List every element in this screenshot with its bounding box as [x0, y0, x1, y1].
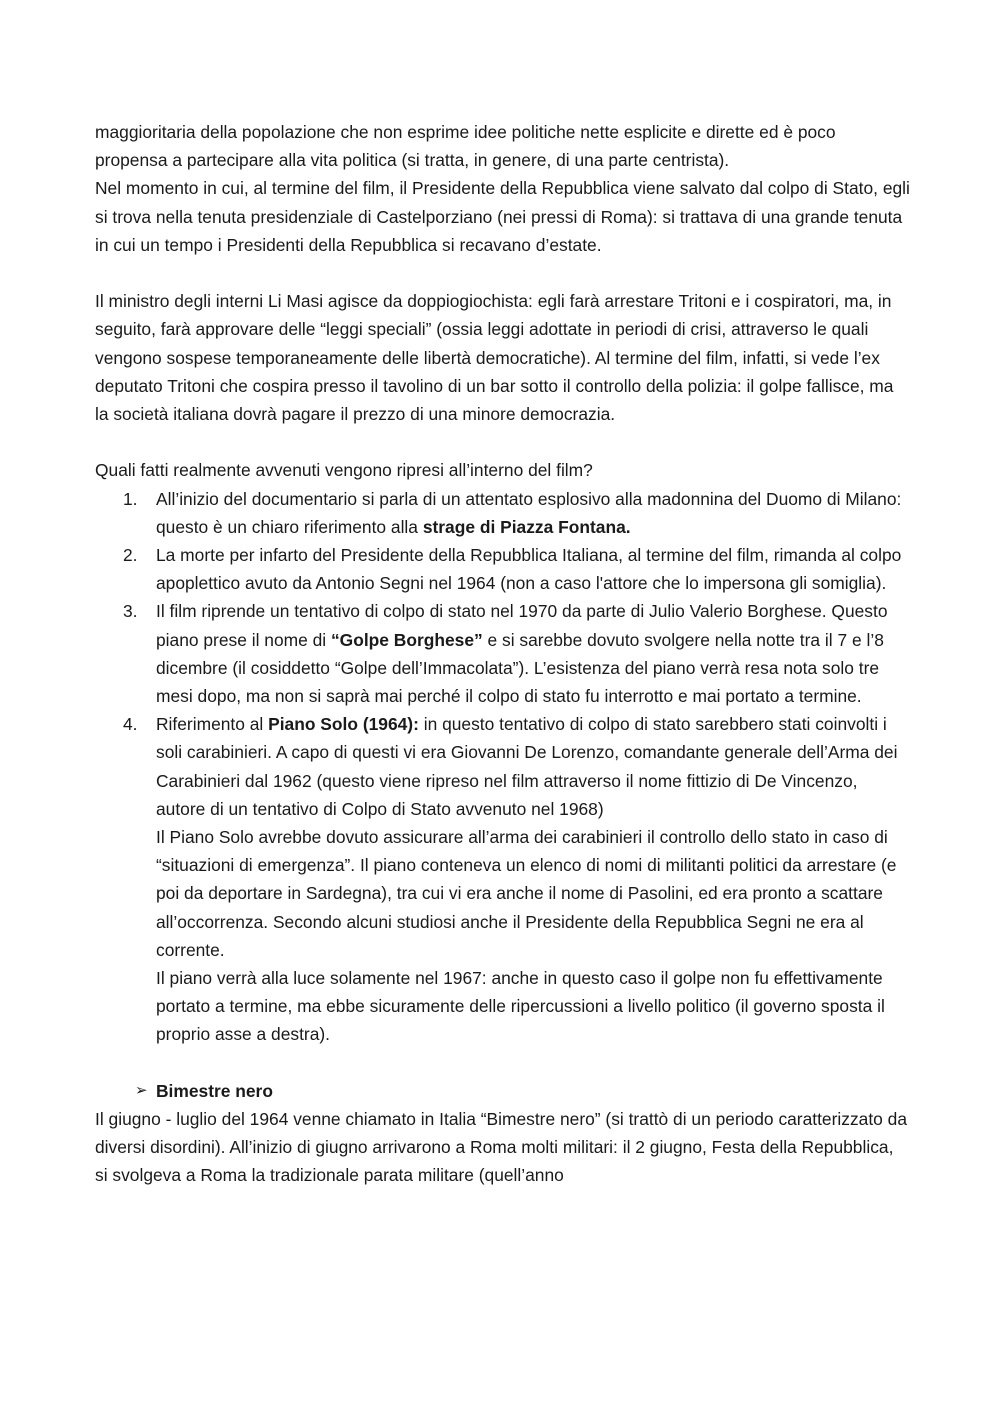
list-text: in questo tentativo di colpo di stato sarebbero stati coinvolti i soli carabinieri. A capo di questi vi era Giovanni De Lorenzo, comandante generale dell’Arma dei Carabinieri dal 1962 (questo viene ripreso nel film attraverso il nome fittizio di De Vincenzo, autore di un tentativo di Colpo di Stato avvenuto nel 1968)	[156, 714, 898, 819]
list-bold-text: Piano Solo (1964):	[268, 714, 419, 735]
list-text: Il film riprende un tentativo di colpo di stato nel 1970 da parte di Julio Valerio Borghese. Questo piano prese il nome di	[156, 601, 888, 650]
list-text: e si sarebbe dovuto svolgere nella notte tra il 7 e l’8 dicembre (il cosiddetto “Golpe dell’Immacolata”). L’esistenza del piano verrà resa nota solo tre mesi dopo, ma non si saprà mai perché il colpo di stato fu interrotto e mai portato a termine.	[156, 629, 884, 707]
paragraph-gap	[95, 1049, 910, 1077]
paragraph-gap	[95, 428, 910, 456]
paragraph-question: Quali fatti realmente avvenuti vengono ripresi all’interno del film?	[95, 460, 593, 481]
list-number: 3.	[123, 601, 138, 622]
arrow-bullet-icon: ➢	[135, 1081, 148, 1099]
document-page	[95, 118, 910, 1190]
paragraph-castelporziano: Nel momento in cui, al termine del film, il Presidente della Repubblica viene salvato dal colpo di Stato, egli si trova nella tenuta presidenziale di Castelporziano (nei pressi di Roma): si trattava di una grande tenuta in cui un tempo i Presidenti della Repubblica si recavano d’estate.	[95, 178, 910, 255]
list-bold-text: strage di Piazza Fontana.	[422, 516, 631, 537]
section-heading-text: Bimestre nero	[156, 1080, 273, 1101]
list-item	[95, 710, 910, 1048]
list-item	[95, 597, 910, 710]
list-number: 2.	[123, 545, 138, 566]
facts-list	[95, 485, 910, 1049]
paragraph-intro: maggioritaria della popolazione che non esprime idee politiche nette esplicite e dirette ed è poco propensa a partecipare alla vita politica (si tratta, in genere, di una parte centrista).	[95, 122, 836, 171]
list-number: 4.	[123, 714, 138, 735]
list-subparagraph: Il Piano Solo avrebbe dovuto assicurare all’arma dei carabinieri il controllo dello stato in caso di “situazioni di emergenza”. Il piano conteneva un elenco di nomi di militanti politici da arrestare (e poi da deportare in Sardegna), tra cui vi era anche il nome di Pasolini, ed era pronto a scattare all’occorrenza. Secondo alcuni studiosi anche il Presidente della Repubblica Segni ne era al corrente.	[156, 827, 897, 960]
paragraph-li-masi: Il ministro degli interni Li Masi agisce da doppiogiochista: egli farà arrestare Tritoni e i cospiratori, ma, in seguito, farà approvare delle “leggi speciali” (ossia leggi adottate in periodi di crisi, attraverso le quali vengono sospese temporaneamente delle libertà democratiche). Al termine del film, infatti, si vede l’ex deputato Tritoni che cospira presso il tavolino di un bar sotto il controllo della polizia: il golpe fallisce, ma la società italiana dovrà pagare il prezzo di una minore democrazia.	[95, 291, 894, 425]
paragraph-bimestre-nero: Il giugno - luglio del 1964 venne chiamato in Italia “Bimestre nero” (si trattò di un periodo caratterizzato da diversi disordini). All’inizio di giugno arrivarono a Roma molti militari: il 2 giugno, Festa della Repubblica, si svolgeva a Roma la tradizionale parata militare (quell’anno	[95, 1109, 908, 1186]
list-text: All’inizio del documentario si parla di un attentato esplosivo alla madonnina del Duomo di Milano: questo è un chiaro riferimento alla	[156, 488, 902, 537]
list-item	[95, 485, 910, 541]
list-item	[95, 541, 910, 597]
list-bold-text: “Golpe Borghese”	[330, 629, 483, 650]
list-text: La morte per infarto del Presidente della Repubblica Italiana, al termine del film, rimanda al colpo apoplettico avuto da Antonio Segni nel 1964 (non a caso l'attore che lo impersona gli somiglia).	[156, 545, 902, 594]
list-text: Riferimento al	[156, 714, 269, 735]
paragraph-gap	[95, 259, 910, 287]
list-number: 1.	[123, 488, 138, 509]
list-subparagraph: Il piano verrà alla luce solamente nel 1967: anche in questo caso il golpe non fu effettivamente portato a termine, ma ebbe sicuramente delle ripercussioni a livello politico (il governo sposta il proprio asse a destra).	[156, 968, 885, 1045]
section-heading	[95, 1077, 910, 1105]
